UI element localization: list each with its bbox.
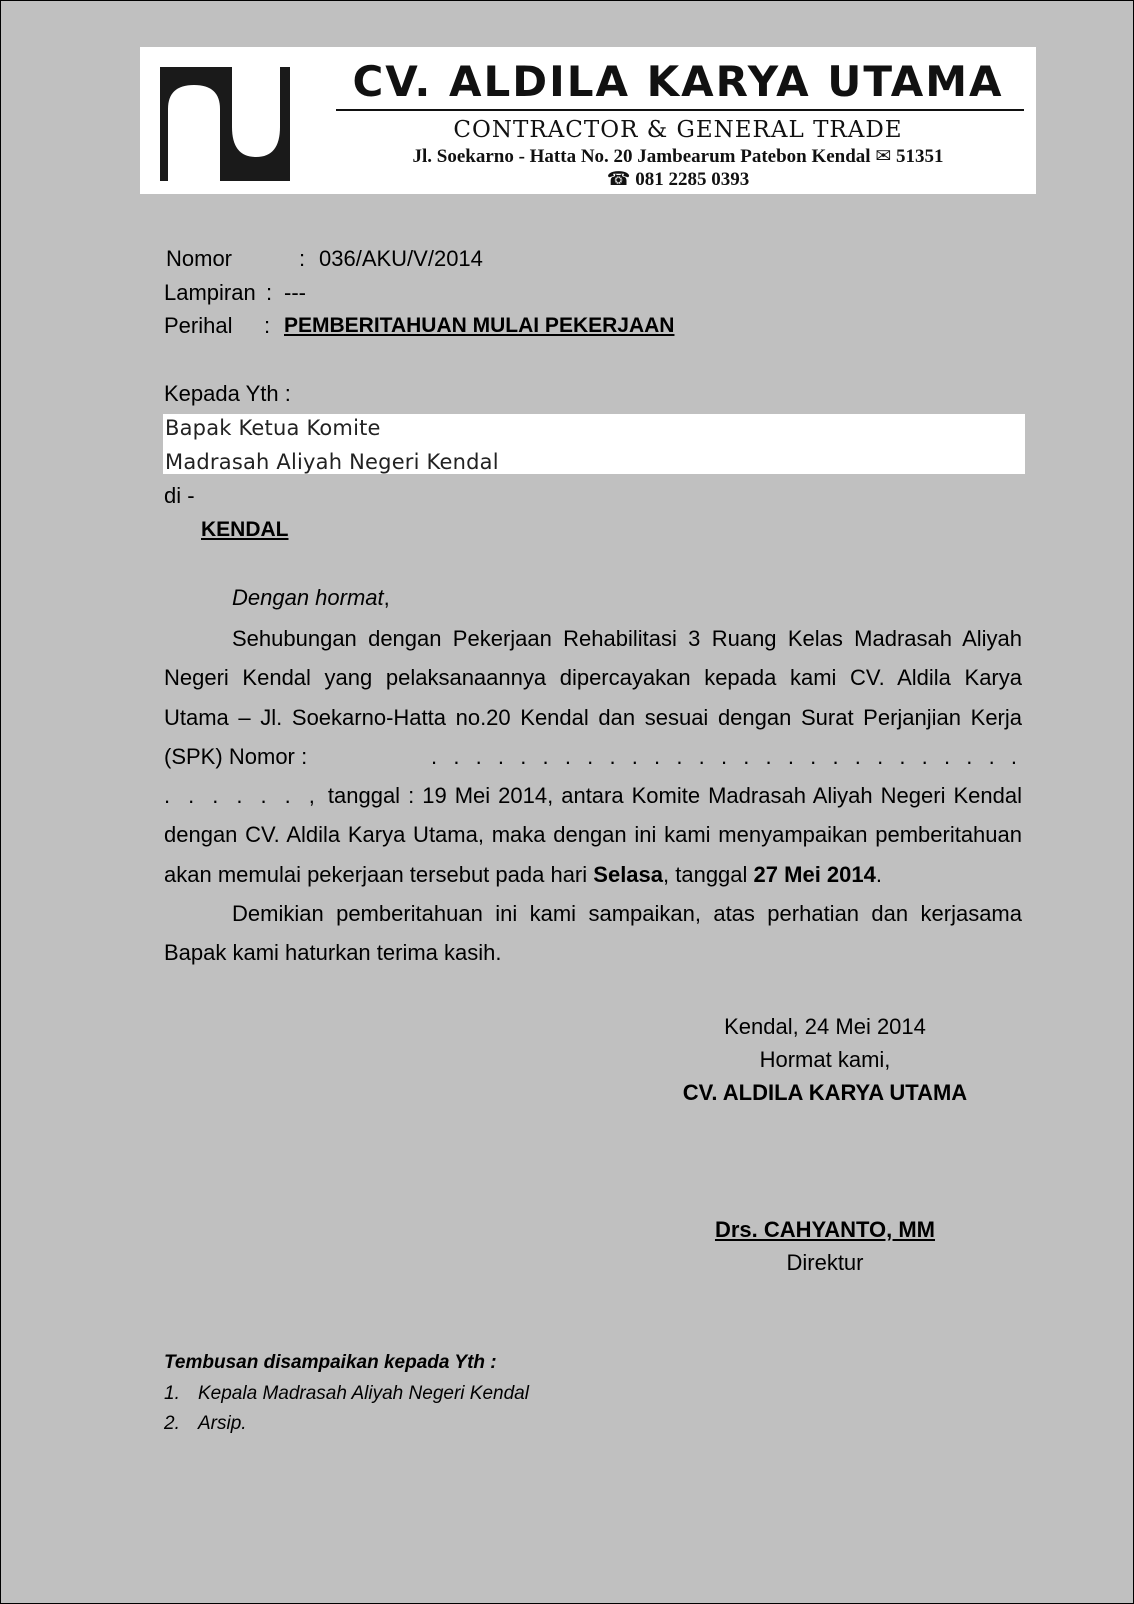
company-address <box>332 146 1024 168</box>
perihal-separator: : <box>264 313 271 338</box>
p1-part-b: tanggal : 19 Mei 2014, antara Komite Madrasah Aliyah Negeri Kendal dengan CV. Aldila Karya Utama, maka dengan ini kami menyampaikan pemberitahuan akan memulai pekerjaan tersebut pada hari <box>164 783 1022 887</box>
cc-title: Tembusan disampaikan kepada Yth : <box>164 1352 497 1373</box>
letter-body <box>164 619 1022 973</box>
recipient-city: KENDAL <box>201 518 289 541</box>
company-name: CV. ALDILA KARYA UTAMA <box>352 57 1004 106</box>
start-day: Selasa <box>593 861 664 887</box>
company-tagline: CONTRACTOR & GENERAL TRADE <box>453 117 903 143</box>
body-paragraph-1 <box>164 619 1022 894</box>
signature-closing: Hormat kami, <box>759 1047 891 1072</box>
cc-item-number: 1. <box>164 1383 180 1404</box>
telephone-icon: ☎ <box>606 169 631 190</box>
recipient-line1: Bapak Ketua Komite <box>165 416 381 440</box>
body-paragraph-2: Demikian pemberitahuan ini kami sampaikan, atas perhatian dan kerjasama Bapak kami haturkan terima kasih. <box>164 901 1022 966</box>
lampiran-separator: : <box>266 280 273 305</box>
perihal-value: PEMBERITAHUAN MULAI PEKERJAAN <box>284 314 675 337</box>
greeting-comma: , <box>383 585 390 610</box>
cc-item-text: Arsip. <box>198 1413 247 1434</box>
lampiran-value: --- <box>284 280 306 305</box>
cc-item-text: Kepala Madrasah Aliyah Negeri Kendal <box>198 1383 529 1404</box>
signatory-title: Direktur <box>786 1250 864 1275</box>
nomor-label: Nomor <box>166 246 233 271</box>
letterhead <box>140 47 1036 194</box>
company-phone <box>332 169 1024 191</box>
signature-company: CV. ALDILA KARYA UTAMA <box>682 1080 968 1105</box>
letterhead-divider <box>336 109 1024 111</box>
recipient-line2: Madrasah Aliyah Negeri Kendal <box>165 450 499 474</box>
signatory-name: Drs. CAHYANTO, MM <box>714 1217 936 1242</box>
postal-code: 51351 <box>896 146 944 167</box>
company-logo <box>160 67 290 181</box>
recipient-intro: Kepada Yth : <box>164 381 291 406</box>
p1-part-c: , tanggal <box>663 861 748 887</box>
cc-item <box>164 1412 247 1436</box>
p1-part-a: Sehubungan dengan Pekerjaan Rehabilitasi 3 Ruang Kelas Madrasah Aliyah Negeri Kendal yang pelaksanaannya dipercayakan kepada kami CV. Aldila Karya Utama – Jl. Soekarno-Hatta no.20 Kendal dan sesuai dengan Surat Perjanjian Kerja (SPK) Nomor : <box>164 626 1022 769</box>
nomor-value: 036/AKU/V/2014 <box>319 246 483 271</box>
cc-item <box>164 1382 529 1406</box>
phone-number: 081 2285 0393 <box>635 169 750 190</box>
greeting-text: Dengan hormat <box>232 585 384 610</box>
start-date: 27 Mei 2014 <box>753 861 876 887</box>
recipient-di: di - <box>164 483 195 508</box>
spk-number-blank: . . . . . . . . . . . . . . . . . . . . . . . . . . . . . . . . . , <box>164 743 1023 809</box>
perihal-label: Perihal <box>164 313 233 338</box>
greeting <box>232 585 390 611</box>
nomor-separator: : <box>299 246 306 271</box>
lampiran-label: Lampiran <box>164 280 256 305</box>
envelope-icon: ✉ <box>875 146 892 167</box>
cc-item-number: 2. <box>164 1413 180 1434</box>
signature-place-date: Kendal, 24 Mei 2014 <box>724 1014 926 1039</box>
address-text: Jl. Soekarno - Hatta No. 20 Jambearum Patebon Kendal <box>412 146 871 167</box>
p1-end: . <box>875 861 882 887</box>
